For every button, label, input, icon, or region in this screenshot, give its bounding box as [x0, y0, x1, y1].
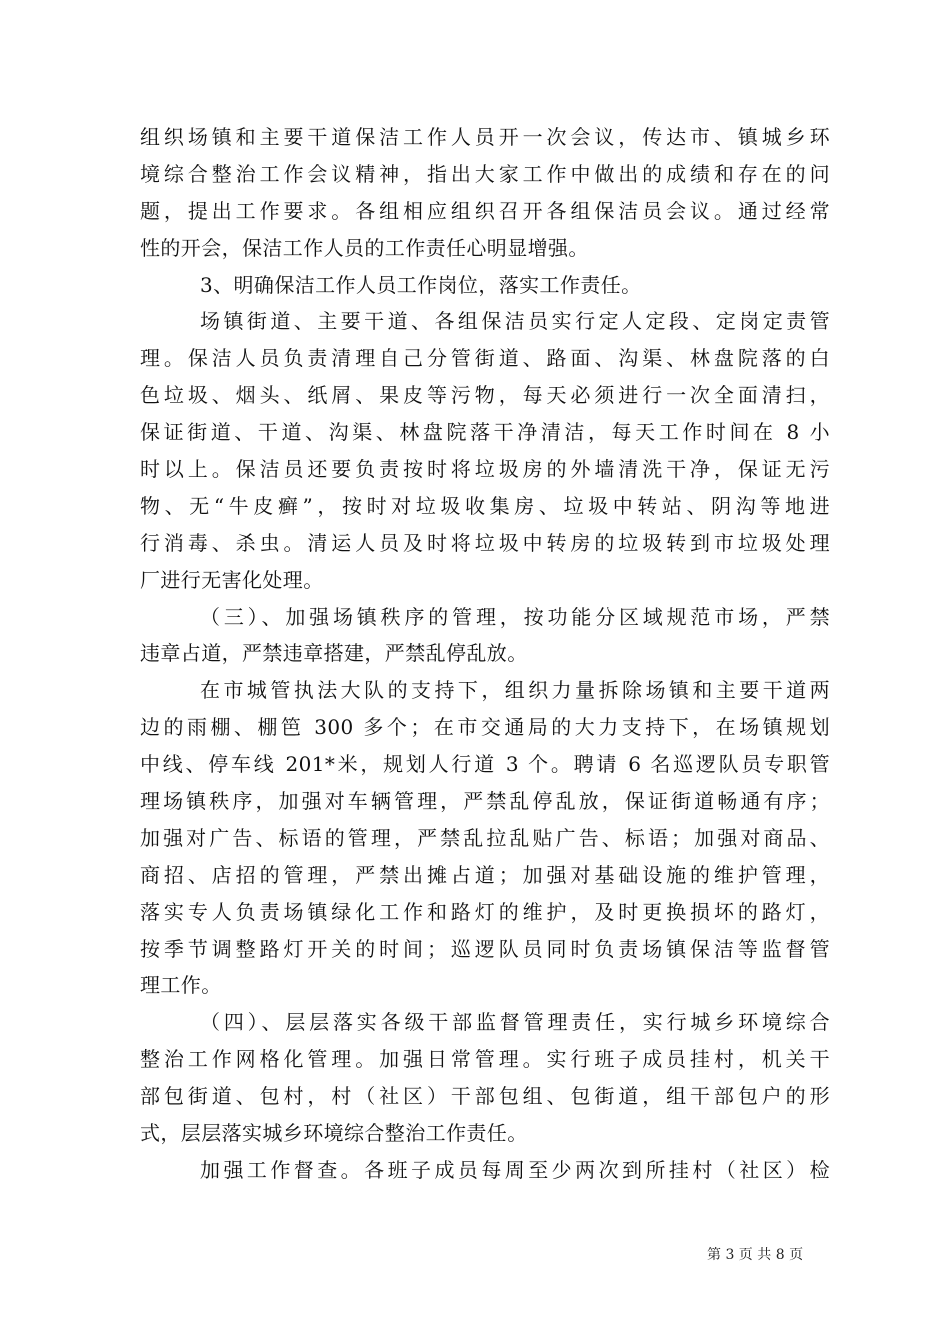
text-line: 整治工作网格化管理。加强日常管理。实行班子成员挂村，机关干 [140, 1047, 830, 1072]
text-line: 违章占道，严禁违章搭建，严禁乱停乱放。 [140, 641, 528, 666]
text-line: 按季节调整路灯开关的时间；巡逻队员同时负责场镇保洁等监督管 [140, 936, 830, 961]
text-line-heading: （三）、加强场镇秩序的管理，按功能分区域规范市场，严禁 [200, 604, 830, 629]
text-line: 性的开会，保洁工作人员的工作责任心明显增强。 [140, 235, 589, 260]
text-line: 厂进行无害化处理。 [140, 567, 324, 592]
text-line: 理。保洁人员负责清理自己分管街道、路面、沟渠、林盘院落的白 [140, 346, 830, 371]
text-line: 物、无“牛皮癣”，按时对垃圾收集房、垃圾中转站、阴沟等地进 [140, 493, 830, 518]
text-line: 行消毒、杀虫。清运人员及时将垃圾中转房的垃圾转到市垃圾处理 [140, 530, 830, 555]
text-line: 色垃圾、烟头、纸屑、果皮等污物，每天必须进行一次全面清扫， [140, 383, 830, 408]
text-line: 境综合整治工作会议精神，指出大家工作中做出的成绩和存在的问 [140, 161, 830, 186]
text-line: 保证街道、干道、沟渠、林盘院落干净清洁，每天工作时间在 8 小 [140, 420, 830, 445]
text-line: 式，层层落实城乡环境综合整治工作责任。 [140, 1121, 528, 1146]
text-line: 商招、店招的管理，严禁出摊占道；加强对基础设施的维护管理， [140, 862, 830, 887]
text-line: 题，提出工作要求。各组相应组织召开各组保洁员会议。通过经常 [140, 198, 830, 223]
text-line: 理场镇秩序，加强对车辆管理，严禁乱停乱放，保证街道畅通有序； [140, 789, 830, 814]
text-line: 边的雨棚、棚笆 300 多个；在市交通局的大力支持下，在场镇规划 [140, 715, 830, 740]
page-number: 第 3 页 共 8 页 [707, 1247, 804, 1263]
text-line: 时以上。保洁员还要负责按时将垃圾房的外墙清洗干净，保证无污 [140, 457, 830, 482]
text-line-heading: （四）、层层落实各级干部监督管理责任，实行城乡环境综合 [200, 1010, 830, 1035]
text-line: 组织场镇和主要干道保洁工作人员开一次会议，传达市、镇城乡环 [140, 125, 830, 149]
text-line: 加强对广告、标语的管理，严禁乱拉乱贴广告、标语；加强对商品、 [140, 825, 830, 850]
text-line: 理工作。 [140, 973, 222, 998]
text-line: 加强工作督查。各班子成员每周至少两次到所挂村（社区）检 [200, 1157, 830, 1182]
text-line: 部包街道、包村，村（社区）干部包组、包街道，组干部包户的形 [140, 1084, 830, 1109]
text-line: 场镇街道、主要干道、各组保洁员实行定人定段、定岗定责管 [200, 309, 830, 334]
document-body [140, 119, 830, 1189]
text-line: 中线、停车线 201*米，规划人行道 3 个。聘请 6 名巡逻队员专职管 [140, 752, 830, 777]
text-line: 在市城管执法大队的支持下，组织力量拆除场镇和主要干道两 [200, 678, 830, 703]
text-line: 落实专人负责场镇绿化工作和路灯的维护，及时更换损坏的路灯， [140, 899, 830, 924]
text-line-heading: 3、明确保洁工作人员工作岗位，落实工作责任。 [200, 272, 642, 297]
